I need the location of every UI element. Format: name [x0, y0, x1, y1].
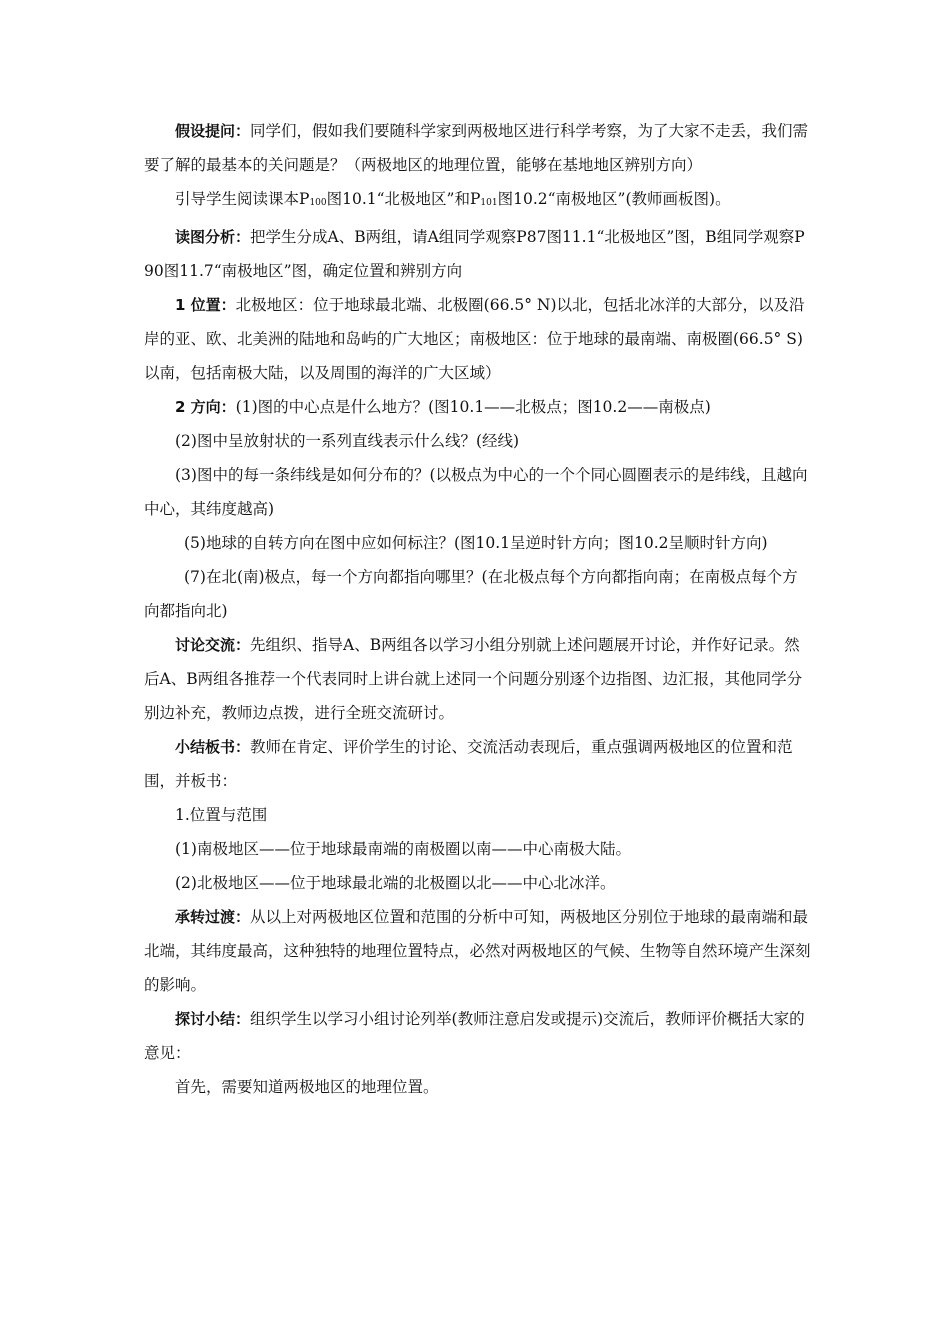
page-ref-100: 100: [309, 198, 327, 208]
paragraph-position: [144, 288, 812, 390]
paragraph-arctic: (2)北极地区——位于地球最北端的北极圈以北——中心北冰洋。: [175, 874, 616, 892]
document-body: [144, 114, 812, 1104]
paragraph-direction: [144, 390, 812, 424]
label-direction: 2 方向：: [175, 398, 236, 416]
paragraph-direction-q3: (3)图中的每一条纬线是如何分布的？(以极点为中心的一个个同心圆圈表示的是纬线，且越向中心，其纬度越高): [144, 466, 808, 518]
label-map-analysis: 读图分析：: [175, 228, 251, 246]
paragraph-direction-q5: (5)地球的自转方向在图中应如何标注？(图10.1呈逆时针方向；图10.2呈顺时针方向): [184, 534, 768, 552]
text-summary-board: 教师在肯定、评价学生的讨论、交流活动表现后，重点强调两极地区的位置和范围，并板书：: [144, 738, 793, 790]
text-discussion-summary: 组织学生以学习小组讨论列举(教师注意启发或提示)交流后，教师评价概括大家的意见：: [144, 1010, 805, 1062]
label-position: 1 位置：: [175, 296, 236, 314]
text-reading-guide-3: 图10.2“南极地区”(教师画板图)。: [497, 190, 731, 208]
text-transition: 从以上对两极地区位置和范围的分析中可知，两极地区分别位于地球的最南端和最北端，其纬度最高，这种独特的地理位置特点，必然对两极地区的气候、生物等自然环境产生深刻的影响。: [144, 908, 811, 994]
text-hypothesis-question: 同学们，假如我们要随科学家到两极地区进行科学考察，为了大家不走丢，我们需要了解的最基本的关问题是？（两极地区的地理位置，能够在基地地区辨别方向）: [144, 122, 809, 174]
label-discussion: 讨论交流：: [175, 636, 251, 654]
paragraph-direction-q2: (2)图中呈放射状的一系列直线表示什么线？(经线): [175, 432, 520, 450]
label-transition: 承转过渡：: [175, 908, 251, 926]
label-discussion-summary: 探讨小结：: [175, 1010, 251, 1028]
text-discussion: 先组织、指导A、B两组各以学习小组分别就上述问题展开讨论，并作好记录。然后A、B两组各推荐一个代表同时上讲台就上述同一个问题分别逐个边指图、边汇报，其他同学分别边补充，教师边点拨，进行全班交流研讨。: [144, 636, 803, 722]
paragraph-map-analysis: [144, 220, 812, 288]
text-direction-q1: (1)图的中心点是什么地方？(图10.1——北极点；图10.2——南极点): [235, 398, 711, 416]
paragraph-direction-q7: (7)在北(南)极点，每一个方向都指向哪里？(在北极点每个方向都指向南；在南极点每个方向都指向北): [144, 568, 798, 620]
paragraph-antarctic: (1)南极地区——位于地球最南端的南极圈以南——中心南极大陆。: [175, 840, 631, 858]
text-map-analysis: 把学生分成A、B两组，请A组同学观察P87图11.1“北极地区”图，B组同学观察P90图11.7“南极地区”图，确定位置和辨别方向: [144, 228, 805, 280]
paragraph-transition: [144, 900, 812, 1002]
label-summary-board: 小结板书：: [175, 738, 251, 756]
text-reading-guide-1: 引导学生阅读课本P: [175, 190, 310, 208]
text-reading-guide-2: 图10.1“北极地区”和P: [326, 190, 481, 208]
paragraph-position-range: 1.位置与范围: [175, 806, 268, 824]
paragraph-discussion-summary: [144, 1002, 812, 1070]
text-position: 北极地区：位于地球最北端、北极圈(66.5° N)以北，包括北冰洋的大部分，以及沿岸的亚、欧、北美洲的陆地和岛屿的广大地区；南极地区：位于地球的最南端、南极圈(66.5° S)以南，包括南极大陆，以及周围的海洋的广大区域）: [144, 296, 805, 382]
page-ref-101: 101: [480, 198, 498, 208]
paragraph-reading-guide: [144, 182, 812, 220]
paragraph-hypothesis-question: [144, 114, 812, 182]
paragraph-first: 首先，需要知道两极地区的地理位置。: [175, 1078, 439, 1096]
paragraph-summary-board: [144, 730, 812, 798]
label-hypothesis-question: 假设提问：: [175, 122, 251, 140]
paragraph-discussion: [144, 628, 812, 730]
